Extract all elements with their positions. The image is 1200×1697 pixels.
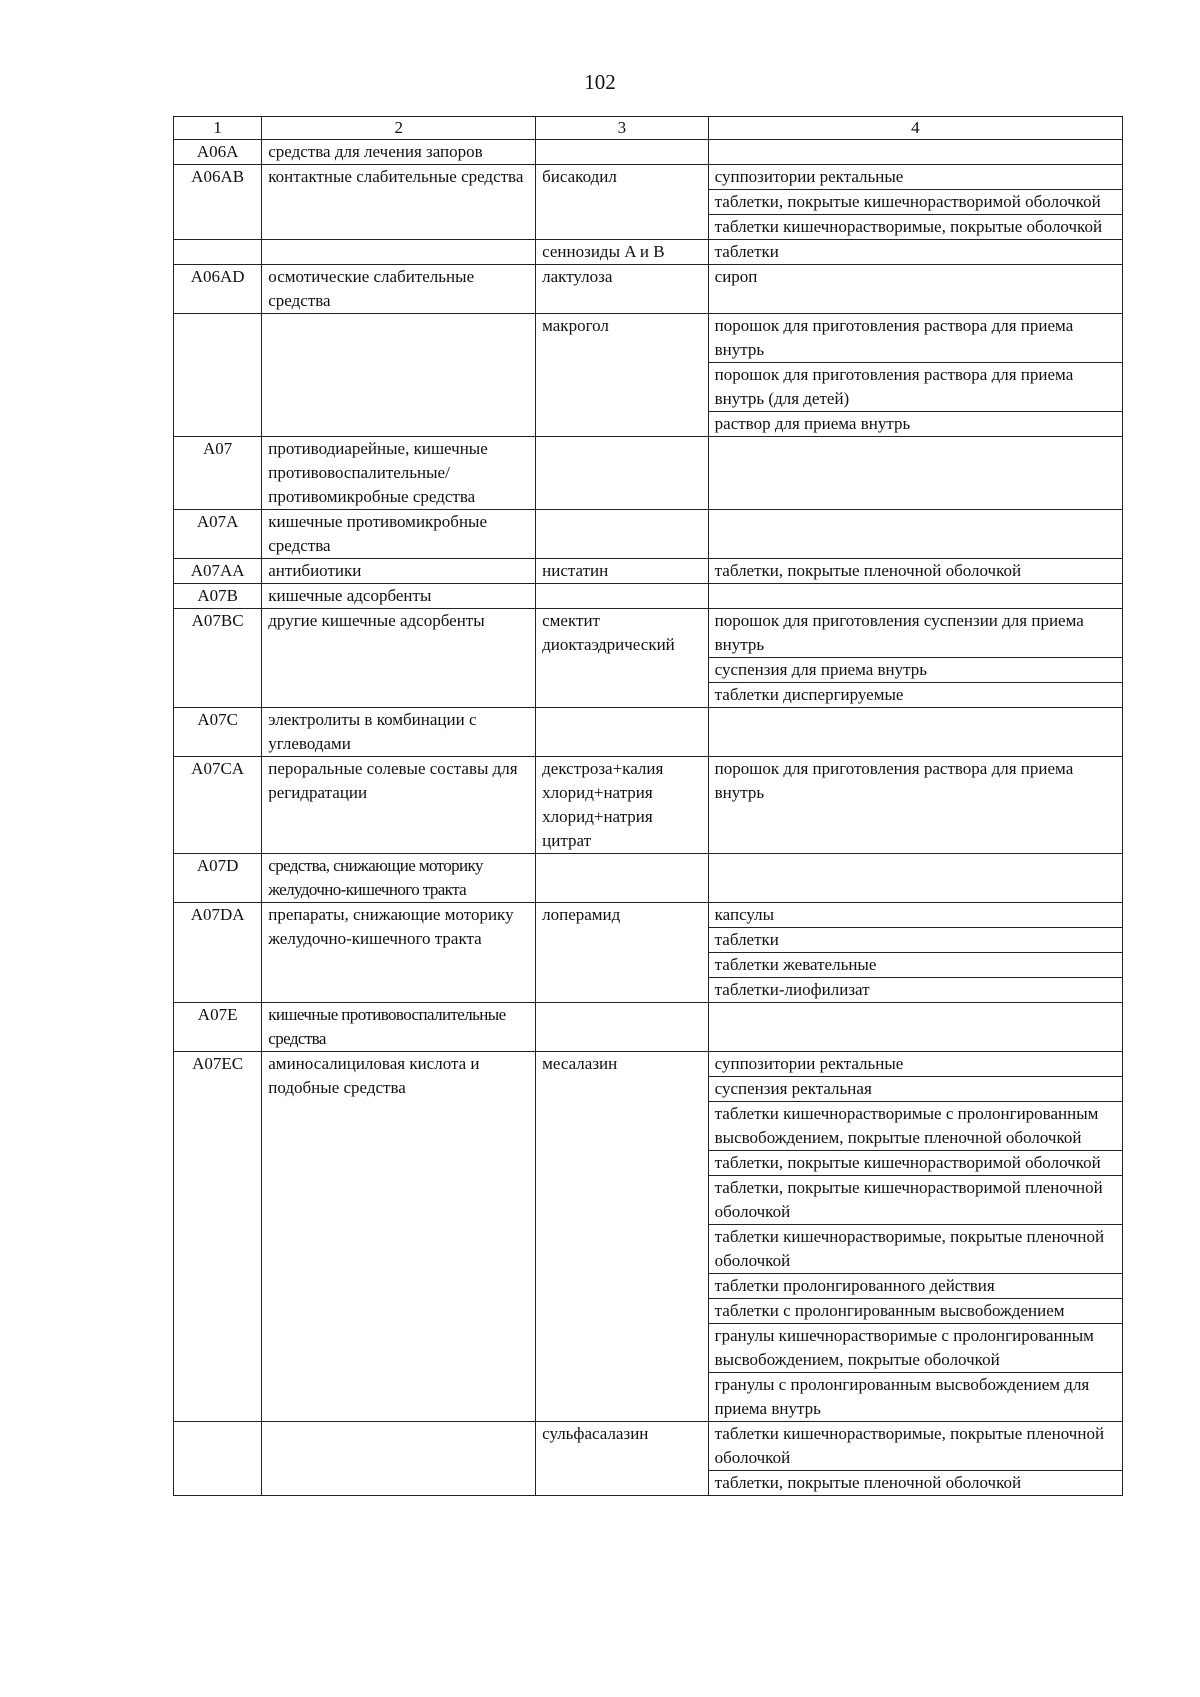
dosage-forms-cell [708, 1003, 1122, 1052]
table-row [174, 903, 1123, 1003]
table-row [174, 1422, 1123, 1496]
drug-name-cell: сульфасалазин [536, 1422, 709, 1496]
dosage-form: суппозитории ректальные [714, 167, 904, 186]
atc-code-cell [174, 240, 262, 265]
dosage-forms-cell [708, 265, 1122, 314]
dosage-form: таблетки, покрытые кишечнорастворимой оболочкой [709, 189, 1122, 214]
dosage-forms-cell [708, 510, 1122, 559]
drug-name-cell: смектит диоктаэдрический [536, 609, 709, 708]
dosage-form: таблетки пролонгированного действия [709, 1273, 1122, 1298]
dosage-form: таблетки кишечнорастворимые, покрытые оболочкой [709, 214, 1122, 239]
atc-code-cell: A06AD [174, 265, 262, 314]
header-row [174, 117, 1123, 140]
dosage-form: порошок для приготовления суспензии для приема внутрь [714, 611, 1084, 654]
table-row [174, 165, 1123, 240]
group-name-cell: антибиотики [262, 559, 536, 584]
table-row [174, 854, 1123, 903]
dosage-form: таблетки [709, 927, 1122, 952]
drug-name-cell [536, 854, 709, 903]
dosage-forms-cell [708, 1422, 1122, 1496]
column-header: 2 [262, 117, 536, 140]
group-name-cell: электролиты в комбинации с углеводами [262, 708, 536, 757]
atc-code-cell: A07D [174, 854, 262, 903]
table-row [174, 265, 1123, 314]
group-name-cell: средства для лечения запоров [262, 140, 536, 165]
dosage-forms-cell [708, 140, 1122, 165]
group-name-cell: кишечные противовоспалительные средства [262, 1003, 536, 1052]
drug-name-cell [536, 584, 709, 609]
atc-code-cell: A07C [174, 708, 262, 757]
atc-code-cell: A07AA [174, 559, 262, 584]
group-name-cell: другие кишечные адсорбенты [262, 609, 536, 708]
group-name-cell: средства, снижающие моторику желудочно-кишечного тракта [262, 854, 536, 903]
dosage-forms-cell [708, 165, 1122, 240]
table-row [174, 708, 1123, 757]
dosage-form: суппозитории ректальные [714, 1054, 904, 1073]
atc-code-cell: A07EC [174, 1052, 262, 1422]
drug-name-cell: сеннозиды A и B [536, 240, 709, 265]
group-name-cell: осмотические слабительные средства [262, 265, 536, 314]
drug-name-cell: лоперамид [536, 903, 709, 1003]
atc-code-cell [174, 314, 262, 437]
drug-name-cell: месалазин [536, 1052, 709, 1422]
drug-name-cell: нистатин [536, 559, 709, 584]
drug-name-cell [536, 708, 709, 757]
dosage-form: гранулы с пролонгированным высвобождением для приема внутрь [709, 1372, 1122, 1421]
dosage-forms-cell [708, 1052, 1122, 1422]
dosage-forms-cell [708, 609, 1122, 708]
table-row [174, 1052, 1123, 1422]
dosage-forms-cell [708, 240, 1122, 265]
atc-code-cell: A07CA [174, 757, 262, 854]
page-number: 102 [584, 70, 616, 94]
table-row [174, 510, 1123, 559]
group-name-cell: противодиарейные, кишечные противовоспалительные/ противомикробные средства [262, 437, 536, 510]
table-row [174, 240, 1123, 265]
dosage-form: таблетки, покрытые кишечнорастворимой пленочной оболочкой [709, 1175, 1122, 1224]
atc-code-cell: A07E [174, 1003, 262, 1052]
dosage-form: раствор для приема внутрь [709, 411, 1122, 436]
table-row [174, 757, 1123, 854]
group-name-cell: пероральные солевые составы для регидратации [262, 757, 536, 854]
atc-code-cell: A07A [174, 510, 262, 559]
drug-name-cell: декстроза+калия хлорид+натрия хлорид+натрия цитрат [536, 757, 709, 854]
drug-name-cell [536, 437, 709, 510]
table-row [174, 140, 1123, 165]
group-name-cell: аминосалициловая кислота и подобные средства [262, 1052, 536, 1422]
dosage-form: суспензия для приема внутрь [709, 657, 1122, 682]
column-header: 1 [174, 117, 262, 140]
drug-name-cell: лактулоза [536, 265, 709, 314]
group-name-cell: кишечные адсорбенты [262, 584, 536, 609]
atc-code-cell: A07B [174, 584, 262, 609]
dosage-form: таблетки кишечнорастворимые, покрытые пленочной оболочкой [709, 1224, 1122, 1273]
dosage-form: сироп [714, 267, 758, 286]
atc-code-cell: A06A [174, 140, 262, 165]
drug-name-cell: бисакодил [536, 165, 709, 240]
dosage-form: таблетки [714, 242, 779, 261]
dosage-forms-cell [708, 903, 1122, 1003]
dosage-forms-cell [708, 854, 1122, 903]
table-row [174, 1003, 1123, 1052]
group-name-cell [262, 240, 536, 265]
atc-code-cell: A07DA [174, 903, 262, 1003]
dosage-form: таблетки жевательные [709, 952, 1122, 977]
group-name-cell: контактные слабительные средства [262, 165, 536, 240]
column-header: 3 [536, 117, 709, 140]
table-row [174, 437, 1123, 510]
dosage-form: капсулы [714, 905, 775, 924]
table-row [174, 584, 1123, 609]
dosage-forms-cell [708, 314, 1122, 437]
group-name-cell: препараты, снижающие моторику желудочно-кишечного тракта [262, 903, 536, 1003]
dosage-form: таблетки, покрытые пленочной оболочкой [709, 1470, 1122, 1495]
group-name-cell [262, 314, 536, 437]
dosage-forms-cell [708, 437, 1122, 510]
drug-name-cell: макрогол [536, 314, 709, 437]
dosage-form: таблетки-лиофилизат [709, 977, 1122, 1002]
drug-table [173, 116, 1123, 1496]
dosage-form: таблетки, покрытые кишечнорастворимой оболочкой [709, 1150, 1122, 1175]
dosage-form: суспензия ректальная [709, 1076, 1122, 1101]
dosage-form: таблетки, покрытые пленочной оболочкой [714, 561, 1022, 580]
dosage-form: таблетки диспергируемые [709, 682, 1122, 707]
drug-name-cell [536, 1003, 709, 1052]
group-name-cell [262, 1422, 536, 1496]
dosage-forms-cell [708, 584, 1122, 609]
dosage-form: таблетки кишечнорастворимые с пролонгированным высвобождением, покрытые пленочной оболочкой [709, 1101, 1122, 1150]
dosage-form: таблетки с пролонгированным высвобождением [709, 1298, 1122, 1323]
dosage-forms-cell [708, 708, 1122, 757]
drug-name-cell [536, 140, 709, 165]
dosage-form: порошок для приготовления раствора для приема внутрь (для детей) [709, 362, 1122, 411]
atc-code-cell [174, 1422, 262, 1496]
column-header: 4 [708, 117, 1122, 140]
dosage-form: порошок для приготовления раствора для приема внутрь [714, 316, 1074, 359]
atc-code-cell: A07BC [174, 609, 262, 708]
drug-name-cell [536, 510, 709, 559]
atc-code-cell: A06AB [174, 165, 262, 240]
table-row [174, 559, 1123, 584]
atc-code-cell: A07 [174, 437, 262, 510]
dosage-form: порошок для приготовления раствора для приема внутрь [714, 759, 1074, 802]
group-name-cell: кишечные противомикробные средства [262, 510, 536, 559]
dosage-forms-cell [708, 559, 1122, 584]
table-row [174, 609, 1123, 708]
table-row [174, 314, 1123, 437]
dosage-form: таблетки кишечнорастворимые, покрытые пленочной оболочкой [714, 1424, 1105, 1467]
dosage-forms-cell [708, 757, 1122, 854]
dosage-form: гранулы кишечнорастворимые с пролонгированным высвобождением, покрытые оболочкой [709, 1323, 1122, 1372]
